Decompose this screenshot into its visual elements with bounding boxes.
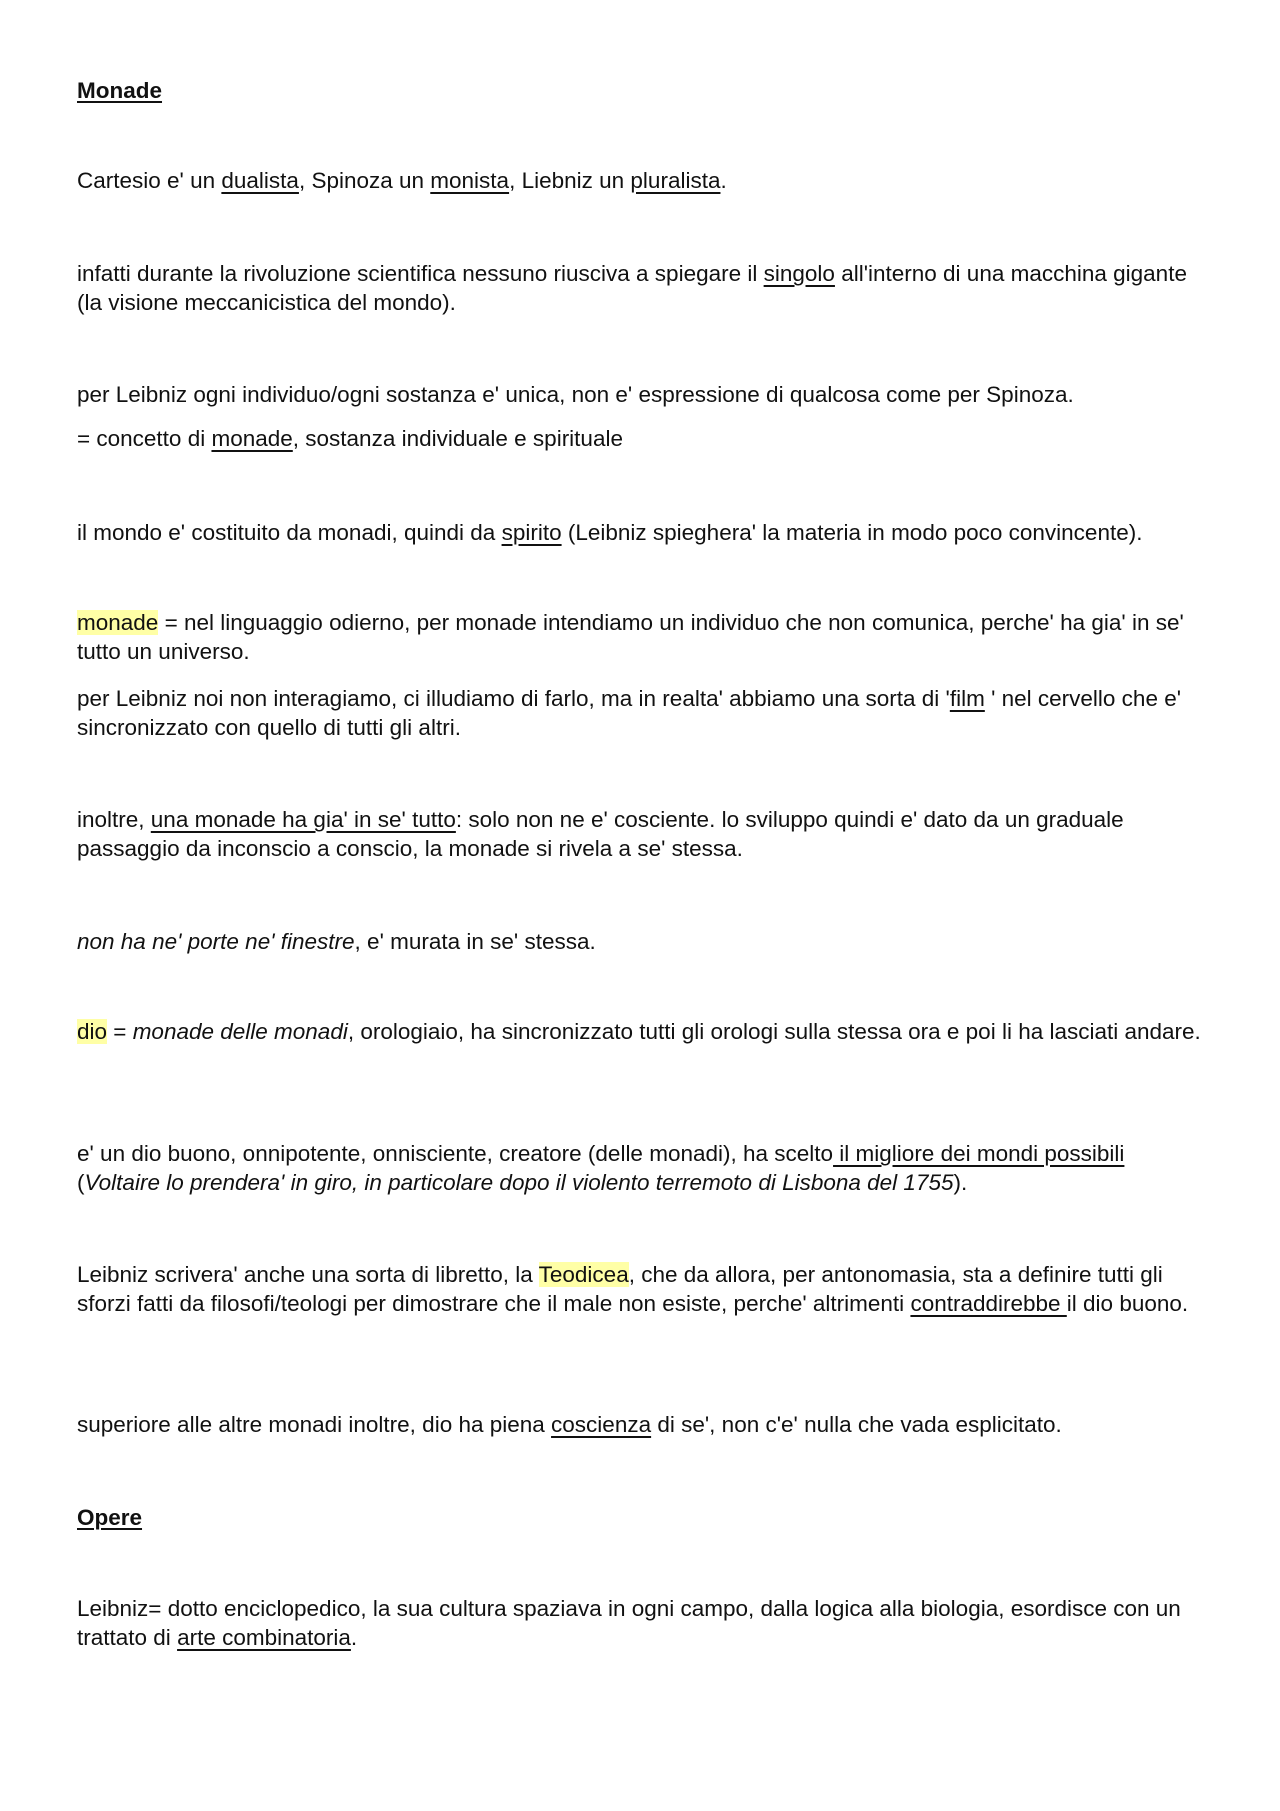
text: per Leibniz noi non interagiamo, ci illudiamo di farlo, ma in realta' abbiamo una sorta di ': [77, 686, 950, 711]
text: = concetto di: [77, 426, 212, 451]
paragraph-monade-definition: [77, 608, 1212, 666]
underlined-term: dualista: [221, 168, 299, 193]
paragraph-windows: [77, 927, 1212, 956]
paragraph-dualism: [77, 166, 1212, 195]
underlined-term: monista: [430, 168, 510, 193]
text: ).: [953, 1170, 968, 1195]
paragraph-interaction: [77, 684, 1212, 742]
text: di se', non c'e' nulla che vada esplicitato.: [651, 1412, 1062, 1437]
underlined-term: contraddirebbe: [910, 1291, 1067, 1316]
highlighted-term: dio: [77, 1019, 108, 1044]
italic-text: Voltaire lo prendera' in giro, in particolare dopo il violento terremoto di Lisbona del 1755: [84, 1170, 954, 1195]
underlined-term: il migliore dei mondi possibili: [833, 1141, 1125, 1166]
paragraph-encyclopedic: [77, 1594, 1212, 1652]
underlined-term: arte combinatoria: [177, 1625, 351, 1650]
paragraph-god-consciousness: [77, 1410, 1212, 1439]
underlined-term: spirito: [501, 520, 562, 545]
paragraph-monade-concept: [77, 424, 1212, 453]
underlined-term: singolo: [763, 261, 835, 286]
section-heading-opere: Opere: [77, 1505, 143, 1530]
text: e' un dio buono, onnipotente, onnisciente, creatore (delle monadi), ha scelto: [77, 1141, 834, 1166]
text: .: [350, 1625, 358, 1650]
text: , e' murata in se' stessa.: [354, 929, 596, 954]
underlined-term: coscienza: [551, 1412, 652, 1437]
paragraph-spirit: [77, 518, 1212, 547]
paragraph-god: [77, 1017, 1212, 1046]
text: il mondo e' costituito da monadi, quindi da: [77, 520, 502, 545]
paragraph-individual-substance: per Leibniz ogni individuo/ogni sostanza e' unica, non e' espressione di qualcosa come per Spinoza.: [77, 382, 1074, 407]
text: : solo non ne e' cosciente. lo sviluppo quindi e' dato da un graduale passaggio da inconscio a conscio, la monade si rivela a se' stessa.: [77, 807, 1124, 861]
text: Cartesio e' un: [77, 168, 222, 193]
text: (Leibniz spieghera' la materia in modo poco convincente).: [561, 520, 1143, 545]
italic-text: non ha ne' porte ne' finestre: [77, 929, 355, 954]
paragraph-scientific-revolution: [77, 259, 1212, 317]
text: ' nel cervello che e' sincronizzato con quello di tutti gli altri.: [77, 686, 1182, 740]
underlined-term: monade: [211, 426, 293, 451]
underlined-term: pluralista: [630, 168, 721, 193]
text: superiore alle altre monadi inoltre, dio ha piena: [77, 1412, 552, 1437]
highlighted-term: monade: [77, 610, 159, 635]
text: all'interno di una macchina gigante (la visione meccanicistica del mondo).: [77, 261, 1187, 315]
section-heading-monade: Monade: [77, 78, 163, 103]
text: , che da allora, per antonomasia, sta a definire tutti gli sforzi fatti da filosofi/teologi per dimostrare che il male non esiste, perche' altrimenti: [77, 1262, 1163, 1316]
text: Leibniz scrivera' anche una sorta di libretto, la: [77, 1262, 539, 1287]
paragraph-teodicea: [77, 1260, 1212, 1318]
paragraph-best-world: [77, 1139, 1212, 1197]
text: infatti durante la rivoluzione scientifica nessuno riusciva a spiegare il: [77, 261, 764, 286]
underlined-term: una monade ha gia' in se' tutto: [150, 807, 456, 832]
paragraph-development: [77, 805, 1212, 863]
text: .: [720, 168, 727, 193]
text: , orologiaio, ha sincronizzato tutti gli orologi sulla stessa ora e poi li ha lasciati andare.: [347, 1019, 1201, 1044]
text: il dio buono.: [1066, 1291, 1189, 1316]
underlined-term: film: [949, 686, 985, 711]
text: =: [107, 1019, 133, 1044]
text: inoltre,: [77, 807, 151, 832]
italic-text: monade delle monadi: [132, 1019, 348, 1044]
text: , Liebniz un: [509, 168, 631, 193]
highlighted-term: Teodicea: [538, 1262, 629, 1287]
text: , sostanza individuale e spirituale: [292, 426, 623, 451]
text: = nel linguaggio odierno, per monade intendiamo un individuo che non comunica, perche' ha gia' in se' tutto un universo.: [77, 610, 1184, 664]
text: Leibniz= dotto enciclopedico, la sua cultura spaziava in ogni campo, dalla logica alla biologia, esordisce con un trattato di: [77, 1596, 1181, 1650]
text: (: [77, 1170, 85, 1195]
text: , Spinoza un: [298, 168, 431, 193]
